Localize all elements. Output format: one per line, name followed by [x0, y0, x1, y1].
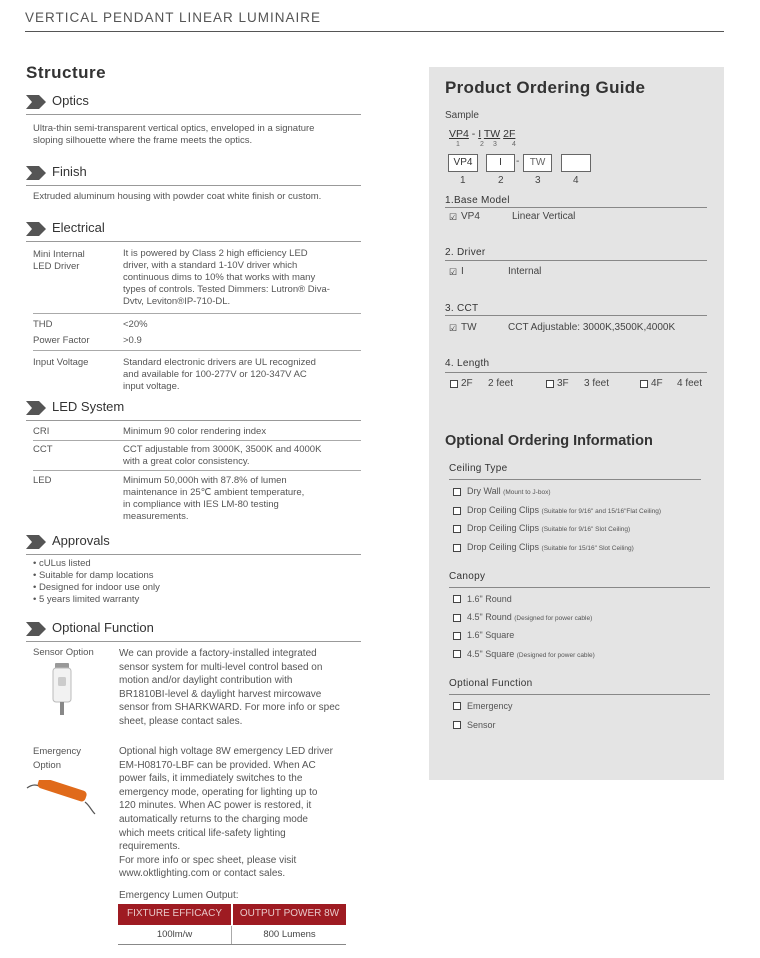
list-item: • Designed for indoor use only [33, 582, 160, 593]
text-line: Optional high voltage 8W emergency LED driver [119, 746, 333, 757]
cct-heading: 3. CCT [445, 303, 479, 314]
option-text: 4.5" Square [467, 649, 517, 659]
sample-code [449, 128, 515, 140]
section-divider [449, 587, 710, 588]
text-line: driver, with a standard 1-10V driver which [123, 260, 298, 271]
electrical-label-pf: Power Factor [33, 335, 90, 346]
text-line: CCT adjustable from 3000K, 3500K and 4000K [123, 444, 322, 455]
sample-index-2: 2 [480, 141, 484, 148]
optional-function-order-heading: Optional Function [449, 678, 533, 689]
canopy-45-square-checkbox[interactable] [453, 650, 461, 658]
electrical-label-input: Input Voltage [33, 357, 89, 368]
sensor-checkbox[interactable] [453, 721, 461, 729]
table-header-efficacy: FIXTURE EFFICACY [118, 904, 231, 925]
text-line: For more info or spec sheet, please visit [119, 854, 297, 866]
product-ordering-guide-title: Product Ordering Guide [445, 78, 646, 97]
driver-code: I [461, 266, 464, 277]
canopy-16-square-label [467, 630, 514, 640]
emergency-label [467, 701, 513, 711]
table-cell-output: 800 Lumens [263, 929, 316, 940]
approvals-heading: Approvals [52, 533, 110, 548]
ceiling-drywall-label [467, 486, 551, 496]
electrical-label-thd: THD [33, 319, 53, 330]
electrical-value-thd: <20% [123, 319, 148, 330]
length-3f-desc: 3 feet [584, 378, 610, 389]
sample-index-3: 3 [493, 141, 497, 148]
table-cell-efficacy: 100lm/w [156, 929, 193, 940]
finish-heading: Finish [52, 164, 87, 179]
length-heading: 4. Length [445, 358, 490, 369]
led-system-heading: LED System [52, 399, 125, 414]
text-line: automatically returns to the charging mode [119, 813, 308, 825]
document-title: VERTICAL PENDANT LINEAR LUMINAIRE [25, 10, 322, 25]
label-line: Mini Internal [33, 249, 85, 260]
optional-function-section-header [26, 619, 361, 642]
text-line: EM-H08170-LBF can be provided. When AC [119, 759, 316, 771]
text-line: sensor system for multi-level control based on [119, 661, 323, 673]
option-text: 1.6" Square [467, 630, 515, 640]
led-label-cri: CRI [33, 426, 50, 437]
emergency-checkbox[interactable] [453, 702, 461, 710]
canopy-45-square-label [467, 649, 595, 659]
text-line: It is powered by Class 2 high efficiency LED [123, 248, 308, 259]
box-index-1: 1 [460, 175, 466, 186]
option-text: Emergency [467, 701, 513, 711]
option-text: 4.5" Round [467, 612, 515, 622]
table-header-output: OUTPUT POWER 8W [233, 904, 346, 925]
option-note: (Suitable for 9/16" and 15/16"Flat Ceiling) [541, 508, 662, 515]
chevron-arrow-icon [26, 222, 48, 236]
list-item: • Suitable for damp locations [33, 570, 154, 581]
sample-index-1: 1 [456, 141, 460, 148]
text-line: BR1810BI-level & daylight harvest mircowave [119, 688, 322, 700]
text-line: with a great color consistency. [123, 456, 250, 467]
ceiling-clips-916-label [467, 523, 630, 533]
canopy-45-round-label [467, 612, 592, 622]
chevron-arrow-icon [26, 535, 48, 549]
ceiling-clips-flat-checkbox[interactable] [453, 507, 461, 515]
section-divider [445, 260, 707, 261]
led-value-cct [123, 444, 321, 468]
led-system-section-header [26, 398, 361, 421]
section-divider [449, 479, 701, 480]
base-model-heading: 1.Base Model [445, 195, 510, 206]
sensor-option-label: Sensor Option [33, 647, 94, 658]
section-divider [449, 694, 710, 695]
text-line: in compliance with IES LM-80 testing [123, 499, 279, 510]
sample-code-part: 2F [503, 128, 516, 140]
length-4f-checkbox[interactable] [640, 380, 648, 388]
length-3f-code: 3F [557, 378, 569, 389]
option-note: (Suitable for 9/16" Slot Ceiling) [541, 526, 631, 533]
led-value-led [123, 475, 304, 523]
section-divider [445, 315, 707, 316]
text-line: which meets critical life-safety lighting [119, 827, 286, 839]
option-note: (Suitable for 15/16" Slot Ceiling) [541, 545, 634, 552]
finish-text: Extruded aluminum housing with powder coat white finish or custom. [33, 191, 322, 202]
canopy-45-round-checkbox[interactable] [453, 614, 461, 622]
option-note: (Designed for power cable) [516, 652, 595, 659]
section-divider [445, 207, 707, 208]
optics-text [33, 123, 314, 147]
cct-desc: CCT Adjustable: 3000K,3500K,4000K [508, 322, 676, 333]
led-label-led: LED [33, 475, 52, 486]
electrical-value-input [123, 357, 316, 393]
text-line: Ultra-thin semi-transparent vertical optics, enveloped in a signature [33, 123, 315, 134]
driver-checkbox[interactable]: ☑ [449, 267, 458, 277]
chevron-arrow-icon [26, 166, 48, 180]
code-box-cct: TW [523, 154, 552, 172]
table-column-divider [231, 926, 232, 944]
text-line: and available for 100-277V or 120-347V AC [123, 369, 307, 380]
ceiling-drywall-checkbox[interactable] [453, 488, 461, 496]
length-3f-checkbox[interactable] [546, 380, 554, 388]
ceiling-clips-1516-label [467, 542, 634, 552]
text-line: Standard electronic drivers are UL recognized [123, 357, 316, 368]
text-line: sensor from SHARKWARD. For more info or spec [119, 702, 340, 713]
length-2f-desc: 2 feet [488, 378, 514, 389]
text-line: motion and/or daylight contribution with [119, 675, 293, 686]
option-text: 1.6" Round [467, 594, 512, 604]
text-line: www.oktlighting.com or contact sales. [119, 868, 286, 880]
text-line: types of controls. Tested Dimmers: Lutron® Diva- [123, 284, 330, 295]
base-model-checkbox[interactable]: ☑ [449, 212, 458, 222]
sensor-option-text [119, 647, 340, 728]
sample-code-part: VP4 [449, 128, 469, 140]
row-divider [33, 470, 361, 471]
text-line: continuous dims to 10% that works with many [123, 272, 316, 283]
code-box-driver: I [486, 154, 515, 172]
text-line: maintenance in 25℃ ambient temperature, [123, 487, 305, 498]
finish-section-header [26, 163, 361, 186]
canopy-16-square-checkbox[interactable] [453, 632, 461, 640]
sensor-device-image [51, 663, 73, 715]
text-line: We can provide a factory-installed integrated [119, 648, 317, 659]
optional-ordering-title: Optional Ordering Information [445, 433, 653, 449]
approvals-list [33, 558, 160, 606]
electrical-value-pf: >0.9 [123, 335, 142, 346]
structure-heading: Structure [26, 63, 107, 82]
optics-section-header [26, 92, 361, 115]
approvals-section-header [26, 532, 361, 555]
text-line: emergency mode, operating for lighting up to [119, 786, 318, 798]
text-line: 120 minutes. When AC power is restored, it [119, 800, 312, 812]
option-text: Drop Ceiling Clips [467, 523, 542, 533]
text-line: sheet, please contact sales. [119, 715, 243, 727]
base-model-code: VP4 [461, 211, 480, 222]
chevron-arrow-icon [26, 95, 48, 109]
emergency-driver-image [25, 780, 100, 818]
option-note: (Mount to J-box) [503, 489, 551, 496]
label-line: Option [33, 760, 61, 771]
electrical-value-driver [123, 248, 330, 308]
row-divider [33, 313, 361, 314]
driver-desc: Internal [508, 266, 542, 277]
cct-checkbox[interactable]: ☑ [449, 323, 458, 333]
electrical-label-driver [33, 249, 85, 273]
emergency-option-text [119, 745, 333, 881]
sample-index-4: 4 [512, 141, 516, 148]
text-line: sloping silhouette where the frame meets the optics. [33, 135, 253, 146]
option-text: Dry Wall [467, 486, 504, 496]
sample-label: Sample [445, 110, 479, 121]
ceiling-type-heading: Ceiling Type [449, 463, 508, 474]
text-line: Minimum 50,000h with 87.8% of lumen [123, 475, 287, 486]
row-divider [33, 440, 361, 441]
label-line: LED Driver [33, 261, 80, 272]
length-4f-desc: 4 feet [677, 378, 703, 389]
electrical-heading: Electrical [52, 220, 105, 235]
cct-code: TW [461, 322, 477, 333]
text-line: power fails, it immediately switches to the [119, 773, 303, 785]
list-item: • cULus listed [33, 558, 91, 569]
ceiling-clips-1516-checkbox[interactable] [453, 544, 461, 552]
title-divider [25, 31, 724, 32]
length-4f-code: 4F [651, 378, 663, 389]
driver-heading: 2. Driver [445, 247, 486, 258]
sample-code-part: I [478, 128, 482, 140]
text-line: Dvtv, Leviton®IP-710-DL. [123, 296, 231, 307]
sample-code-dash: - [471, 128, 476, 140]
ceiling-clips-flat-label [467, 505, 661, 515]
length-2f-checkbox[interactable] [450, 380, 458, 388]
canopy-heading: Canopy [449, 571, 486, 582]
section-divider [445, 372, 707, 373]
code-box-dash: - [516, 156, 520, 167]
emergency-option-label [33, 745, 81, 773]
label-line: Emergency [33, 746, 82, 757]
code-box-base: VP4 [448, 154, 478, 172]
canopy-16-round-label [467, 594, 512, 604]
electrical-section-header [26, 219, 361, 242]
optics-heading: Optics [52, 93, 89, 108]
box-index-2: 2 [498, 175, 504, 186]
led-value-cri: Minimum 90 color rendering index [123, 426, 267, 437]
text-line: requirements. [119, 841, 181, 853]
sensor-label [467, 720, 496, 730]
led-label-cct: CCT [33, 444, 53, 455]
chevron-arrow-icon [26, 401, 48, 415]
code-box-length [561, 154, 591, 172]
option-text: Sensor [467, 720, 496, 730]
text-line: input voltage. [123, 381, 180, 392]
row-divider [33, 350, 361, 351]
option-note: (Designed for power cable) [514, 615, 593, 622]
text-line: measurements. [123, 511, 189, 522]
option-text: Drop Ceiling Clips [467, 505, 542, 515]
length-2f-code: 2F [461, 378, 473, 389]
option-text: Drop Ceiling Clips [467, 542, 542, 552]
table-bottom-rule [118, 944, 346, 945]
optional-function-heading: Optional Function [52, 620, 154, 635]
sample-code-part: TW [483, 128, 501, 140]
canopy-16-round-checkbox[interactable] [453, 595, 461, 603]
ordering-panel [429, 67, 724, 780]
box-index-4: 4 [573, 175, 579, 186]
list-item: • 5 years limited warranty [33, 594, 140, 605]
base-model-desc: Linear Vertical [512, 211, 576, 222]
box-index-3: 3 [535, 175, 541, 186]
chevron-arrow-icon [26, 622, 48, 636]
lumen-table-caption: Emergency Lumen Output: [119, 890, 239, 901]
ceiling-clips-916-checkbox[interactable] [453, 525, 461, 533]
